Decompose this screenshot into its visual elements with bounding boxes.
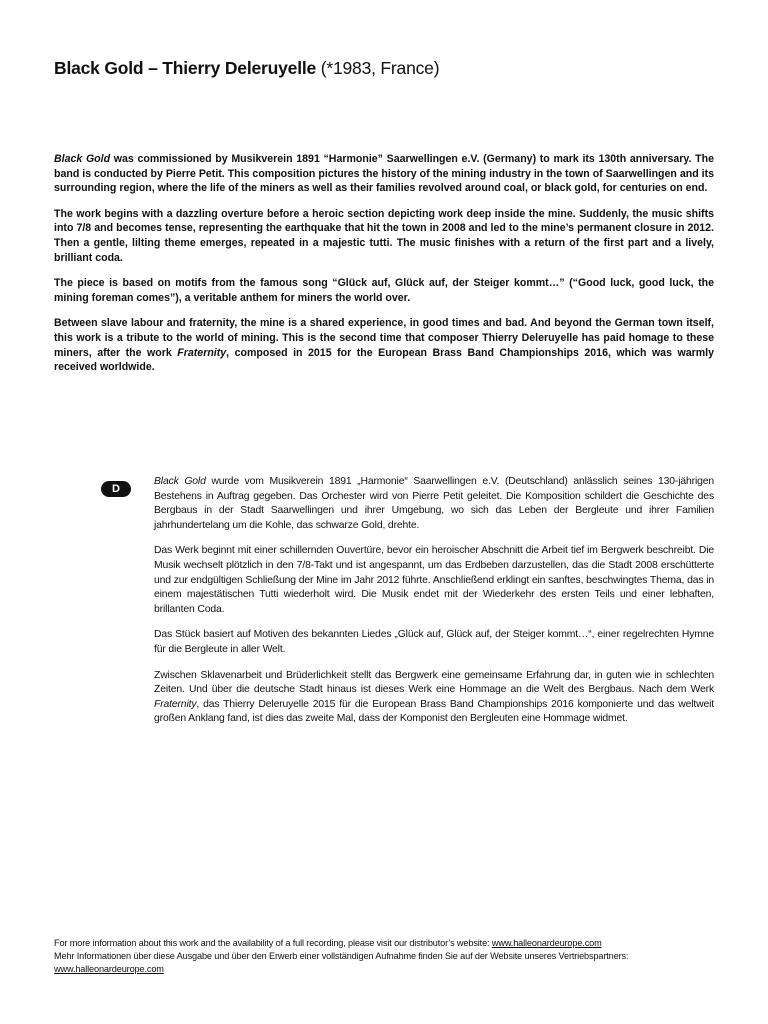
distributor-link-german[interactable]: www.halleonardeurope.com — [54, 963, 164, 974]
title-main: Black Gold – Thierry Deleruyelle — [54, 58, 317, 78]
english-description — [54, 152, 714, 386]
german-paragraph-4: Zwischen Sklavenarbeit und Brüderlichkeit stellt das Bergwerk eine gemeinsame Erfahrung dar, in guten wie in schlechten Zeiten. Und über die deutsche Stadt hinaus ist dieses Werk eine Hommage an die Welt des Bergbaus. Nach dem Werk Fraternity, das Thierry Deleruyelle 2015 für die European Brass Band Championships 2016 komponierte und das weltweit großen Anklang fand, ist dies das zweite Mal, dass der Komponist den Bergleuten eine Hommage widmet. — [154, 669, 714, 725]
title-subtitle: (*1983, France) — [320, 58, 440, 78]
german-paragraph-3: Das Stück basiert auf Motiven des bekannten Liedes „Glück auf, Glück auf, der Steiger kommt…“, einer regelrechten Hymne für die Bergleute in aller Welt. — [154, 629, 714, 655]
german-description — [154, 475, 714, 738]
distributor-link[interactable]: www.halleonardeurope.com — [491, 938, 602, 948]
page-title — [54, 58, 439, 79]
fraternity-title-italic-de: Fraternity — [154, 698, 197, 710]
footer-info — [54, 937, 724, 975]
english-paragraph-3: The piece is based on motifs from the famous song “Glück auf, Glück auf, der Steiger kommt…” (“Good luck, good luck, the mining foreman comes”), a veritable anthem for miners the world over. — [54, 277, 714, 304]
german-paragraph-2: Das Werk beginnt mit einer schillernden Ouvertüre, bevor ein heroischer Abschnitt die Arbeit tief im Bergwerk beschreibt. Die Musik wechselt plötzlich in den 7/8-Takt und ist angespannt, um das Erdbeben darzustellen, das die Stadt 2008 erschütterte und zur endgültigen Schließung der Mine im Jahr 2012 führte. Anschließend erklingt ein sanftes, beschwingtes Thema, das in einem majestätischen Tutti wiederholt wird. Die Musik endet mit der Wiederkehr des ersten Teils und einer lebhaften, brillanten Coda. — [154, 545, 714, 615]
work-title-italic: Black Gold — [54, 153, 111, 165]
footer-line-link — [54, 963, 724, 976]
english-paragraph-1: Black Gold was commissioned by Musikverein 1891 “Harmonie” Saarwellingen e.V. (Germany) to mark its 130th anniversary. The band is conducted by Pierre Petit. This composition pictures the history of the mining industry in the town of Saarwellingen and its surrounding region, where the life of the miners as well as their families revolved around coal, or black gold, for centuries on end. — [54, 153, 714, 195]
language-badge-german: D — [101, 481, 131, 497]
footer-line-english: For more information about this work and the availability of a full recording, please visit our distributor’s website: www.halleonardeurope.com — [54, 938, 602, 948]
german-paragraph-1: Black Gold wurde vom Musikverein 1891 „Harmonie“ Saarwellingen e.V. (Deutschland) anlässlich seines 130-jährigen Bestehens in Auftrag gegeben. Das Orchester wird von Pierre Petit geleitet. Die Komposition schildert die Geschichte des Bergbaus in der Stadt Saarwellingen und ihrer Umgebung, wo sich das Leben der Bergleute und ihrer Familien jahrhundertelang um die Kohle, das schwarze Gold, drehte. — [154, 476, 714, 531]
fraternity-title-italic: Fraternity — [177, 346, 227, 359]
english-paragraph-2: The work begins with a dazzling overture before a heroic section depicting work deep inside the mine. Suddenly, the music shifts into 7/8 and becomes tense, representing the earthquake that hit the town in 2008 and led to the mine’s permanent closure in 2012. Then a gentle, lilting theme emerges, repeated in a majestic tutti. The music finishes with a return of the first part and a lively, brilliant coda. — [54, 207, 714, 264]
footer-line-german: Mehr Informationen über diese Ausgabe und über den Erwerb einer vollständigen Aufnahme finden Sie auf der Website unseres Vertriebspartners: — [54, 950, 629, 961]
work-title-italic-de: Black Gold — [154, 476, 206, 487]
english-paragraph-4: Between slave labour and fraternity, the mine is a shared experience, in good times and bad. And beyond the German town itself, this work is a tribute to the world of mining. This is the second time that composer Thierry Deleruyelle has paid homage to these miners, after the work Fraternity, composed in 2015 for the European Brass Band Championships 2016, which was warmly received worldwide. — [54, 317, 714, 374]
